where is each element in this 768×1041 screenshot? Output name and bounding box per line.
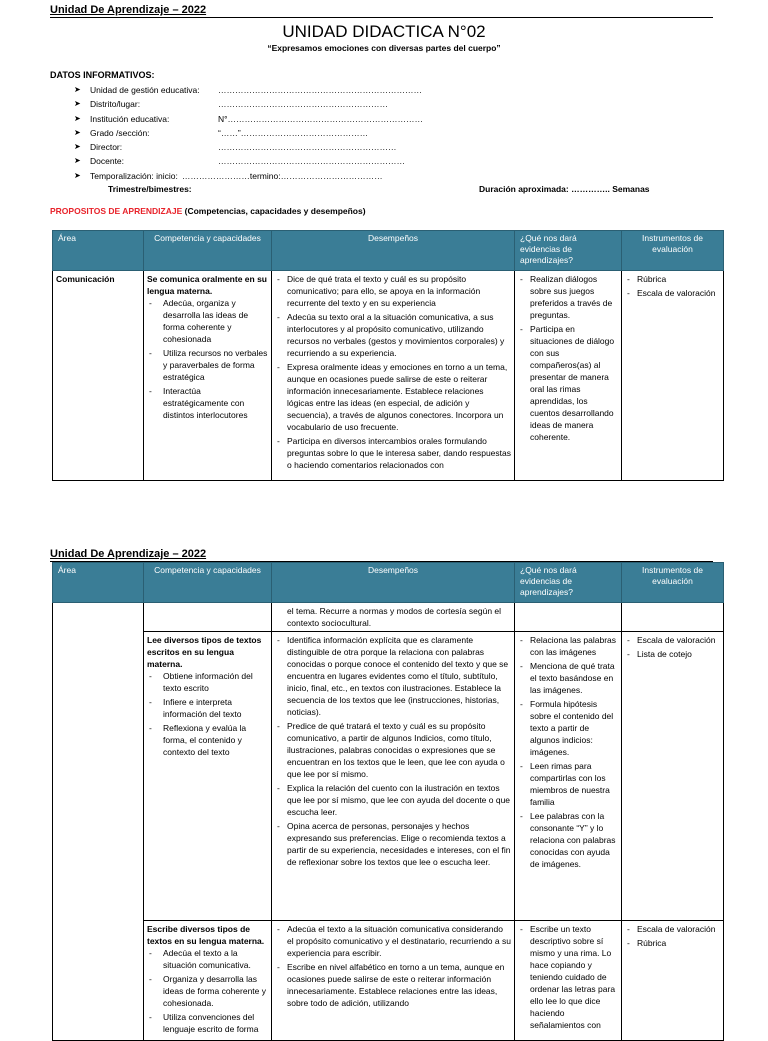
list-item: - Adecúa el texto a la situación comunicativa. xyxy=(147,947,268,971)
list-item: - Adecúa el texto a la situación comunicativa considerando el propósito comunicativo y el destinatario, recurriendo a su experiencia para escribir. xyxy=(275,923,511,959)
competencia-title: Lee diversos tipos de textos escritos en su lengua materna. xyxy=(147,635,262,669)
list-item: - Escala de valoración xyxy=(625,287,720,299)
datos-row: ➤ Temporalización: inicio: ……………………termino:……………………………… xyxy=(74,169,423,183)
header-instrumentos: Instrumentos de evaluación xyxy=(622,563,724,603)
unit-header: Unidad De Aprendizaje – 2022 xyxy=(50,4,207,16)
header-evidencias: ¿Qué nos dará evidencias de aprendizajes? xyxy=(515,563,622,603)
header-area: Área xyxy=(53,563,144,603)
list-item: - Explica la relación del cuento con la ilustración en textos que lee por sí mismo, que lee con ayuda del docente o que escucha leer. xyxy=(275,782,511,818)
arrow-icon: ➤ xyxy=(74,99,81,109)
list-item: - Opina acerca de personas, personajes y hechos expresando sus preferencias. Elige o recomienda textos a partir de su experiencia, necesidades e intereses, con el fin de reflexionar sobre los textos que lee o escucha leer. xyxy=(275,820,511,868)
list-item: - Rúbrica xyxy=(625,273,720,285)
list-item: - Lista de cotejo xyxy=(625,648,720,660)
table-row xyxy=(53,271,724,481)
list-item: - Participa en situaciones de diálogo con sus compañeros(as) al presentar de manera oral las rimas aprendidas, los cuentos desarrollando ideas de manera coherente. xyxy=(518,323,618,443)
propositos-heading: PROPOSITOS DE APRENDIZAJE (Competencias, capacidades y desempeños) xyxy=(50,206,366,216)
datos-list xyxy=(74,83,423,183)
list-item: - Predice de qué tratará el texto y cuál es su propósito comunicativo, a partir de algunos Indicios, como título, ilustraciones, palabras conocidas o expresiones que se encuentran en los textos que le leen, que lee con ayuda o que lee por sí mismo. xyxy=(275,720,511,780)
list-item: - Utiliza recursos no verbales y paraverbales de forma estratégica xyxy=(147,347,268,383)
arrow-icon: ➤ xyxy=(74,170,81,180)
list-item: - Adecúa su texto oral a la situación comunicativa, a sus interlocutores y al propósito comunicativo, utilizando recursos no verbales (gestos y movimientos corporales) y recurriendo a su experiencia. xyxy=(275,311,511,359)
document-title: UNIDAD DIDACTICA N°02 xyxy=(282,22,486,41)
table-row xyxy=(53,921,724,1041)
header-evidencias: ¿Qué nos dará evidencias de aprendizajes? xyxy=(515,231,622,271)
list-item: - Escribe un texto descriptivo sobre sí mismo y una rima. Lo hace copiando y teniendo cuidado de ordenar las letras para ello lee lo que dice haciendo señalamientos con xyxy=(518,923,618,1031)
datos-row: ➤ Unidad de gestión educativa: ……………………………………………………………… xyxy=(74,83,423,97)
list-item: - Rúbrica xyxy=(625,937,720,949)
list-item: - Formula hipótesis sobre el contenido del texto a partir de algunos indicios: imágenes. xyxy=(518,698,618,758)
datos-heading: DATOS INFORMATIVOS: xyxy=(50,70,155,80)
unit-header-page-2: Unidad De Aprendizaje – 2022 xyxy=(50,548,207,560)
table-header-row xyxy=(53,231,724,271)
area-cell: Comunicación xyxy=(56,274,115,284)
list-item: - Reflexiona y evalúa la forma, el contenido y contexto del texto xyxy=(147,722,268,758)
list-item: - Lee palabras con la consonante “Y” y lo relaciona con palabras conocidas con ayuda de imágenes. xyxy=(518,810,618,870)
list-item: - Adecúa, organiza y desarrolla las ideas de forma coherente y cohesionada xyxy=(147,297,268,345)
datos-row: ➤ Distrito/lugar: …………………………………………………… xyxy=(74,97,423,111)
propositos-table-1 xyxy=(52,230,724,481)
list-item: - Participa en diversos intercambios orales formulando preguntas sobre lo que le interesa saber, dando respuestas o haciendo comentarios relacionados con xyxy=(275,435,511,471)
datos-row: ➤ Docente: ………………………………………………………… xyxy=(74,154,423,168)
arrow-icon: ➤ xyxy=(74,156,81,166)
datos-row: ➤ Director: ……………………………………………………… xyxy=(74,140,423,154)
area-cell xyxy=(53,603,144,1041)
competencia-title: Se comunica oralmente en su lengua materna. xyxy=(147,274,267,296)
table-row xyxy=(53,603,724,632)
trimestre-label: Trimestre/bimestres: xyxy=(108,184,192,194)
header-area: Área xyxy=(53,231,144,271)
header-rule xyxy=(50,17,713,18)
arrow-icon: ➤ xyxy=(74,142,81,152)
header-competencia: Competencia y capacidades xyxy=(144,563,272,603)
document-subtitle: “Expresamos emociones con diversas partes del cuerpo” xyxy=(267,43,501,53)
duracion-label: Duración aproximada: ………….. Semanas xyxy=(479,184,650,194)
continuation-text: el tema. Recurre a normas y modos de cortesía según el contexto sociocultural. xyxy=(287,606,502,628)
arrow-icon: ➤ xyxy=(74,113,81,123)
table-row xyxy=(53,632,724,921)
list-item: - Escala de valoración xyxy=(625,923,720,935)
list-item: - Realizan diálogos sobre sus juegos preferidos a través de preguntas. xyxy=(518,273,618,321)
list-item: - Obtiene información del texto escrito xyxy=(147,670,268,694)
list-item: - Identifica información explícita que es claramente distinguible de otra porque la relaciona con palabras conocidas o porque conoce el contenido del texto y que se encuentra en lugares evidentes como el título, subtítulo, inicio, final, etc., en textos con ilustraciones. Establece la secuencia de los textos que lee (instrucciones, historias, noticias). xyxy=(275,634,511,718)
propositos-table-2 xyxy=(52,562,724,1041)
datos-row: ➤ Institución educativa: N°…………………………………………………………… xyxy=(74,112,423,126)
list-item: - Dice de qué trata el texto y cuál es su propósito comunicativo; para ello, se apoya en la información recurrente del texto y en su experiencia xyxy=(275,273,511,309)
list-item: - Infiere e interpreta información del texto xyxy=(147,696,268,720)
list-item: - Escribe en nivel alfabético en torno a un tema, aunque en ocasiones puede salirse de este o reiterar información innecesariamente. Establece relaciones entre las ideas, sobre todo de adición, utilizando xyxy=(275,961,511,1009)
list-item: - Leen rimas para compartirlas con los miembros de nuestra familia xyxy=(518,760,618,808)
list-item: - Interactúa estratégicamente con distintos interlocutores xyxy=(147,385,268,421)
list-item: - Relaciona las palabras con las imágenes xyxy=(518,634,618,658)
list-item: - Expresa oralmente ideas y emociones en torno a un tema, aunque en ocasiones puede salirse de este o reiterar información innecesariamente. Establece relaciones lógicas entre las ideas (en especial, de adición y secuencia), a través de algunos conectores. Incorpora un vocabulario de uso frecuente. xyxy=(275,361,511,433)
arrow-icon: ➤ xyxy=(74,127,81,137)
competencia-title: Escribe diversos tipos de textos en su lengua materna. xyxy=(147,924,265,946)
list-item: - Menciona de qué trata el texto basándose en las imágenes. xyxy=(518,660,618,696)
header-desempenos: Desempeños xyxy=(272,231,515,271)
list-item: - Utiliza convenciones del lenguaje escrito de forma xyxy=(147,1011,268,1035)
datos-row: ➤ Grado /sección: “……”……………………………………… xyxy=(74,126,423,140)
header-competencia: Competencia y capacidades xyxy=(144,231,272,271)
header-instrumentos: Instrumentos de evaluación xyxy=(622,231,724,271)
list-item: - Organiza y desarrolla las ideas de forma coherente y cohesionada. xyxy=(147,973,268,1009)
arrow-icon: ➤ xyxy=(74,85,81,94)
list-item: - Escala de valoración xyxy=(625,634,720,646)
table-header-row xyxy=(53,563,724,603)
header-desempenos: Desempeños xyxy=(272,563,515,603)
